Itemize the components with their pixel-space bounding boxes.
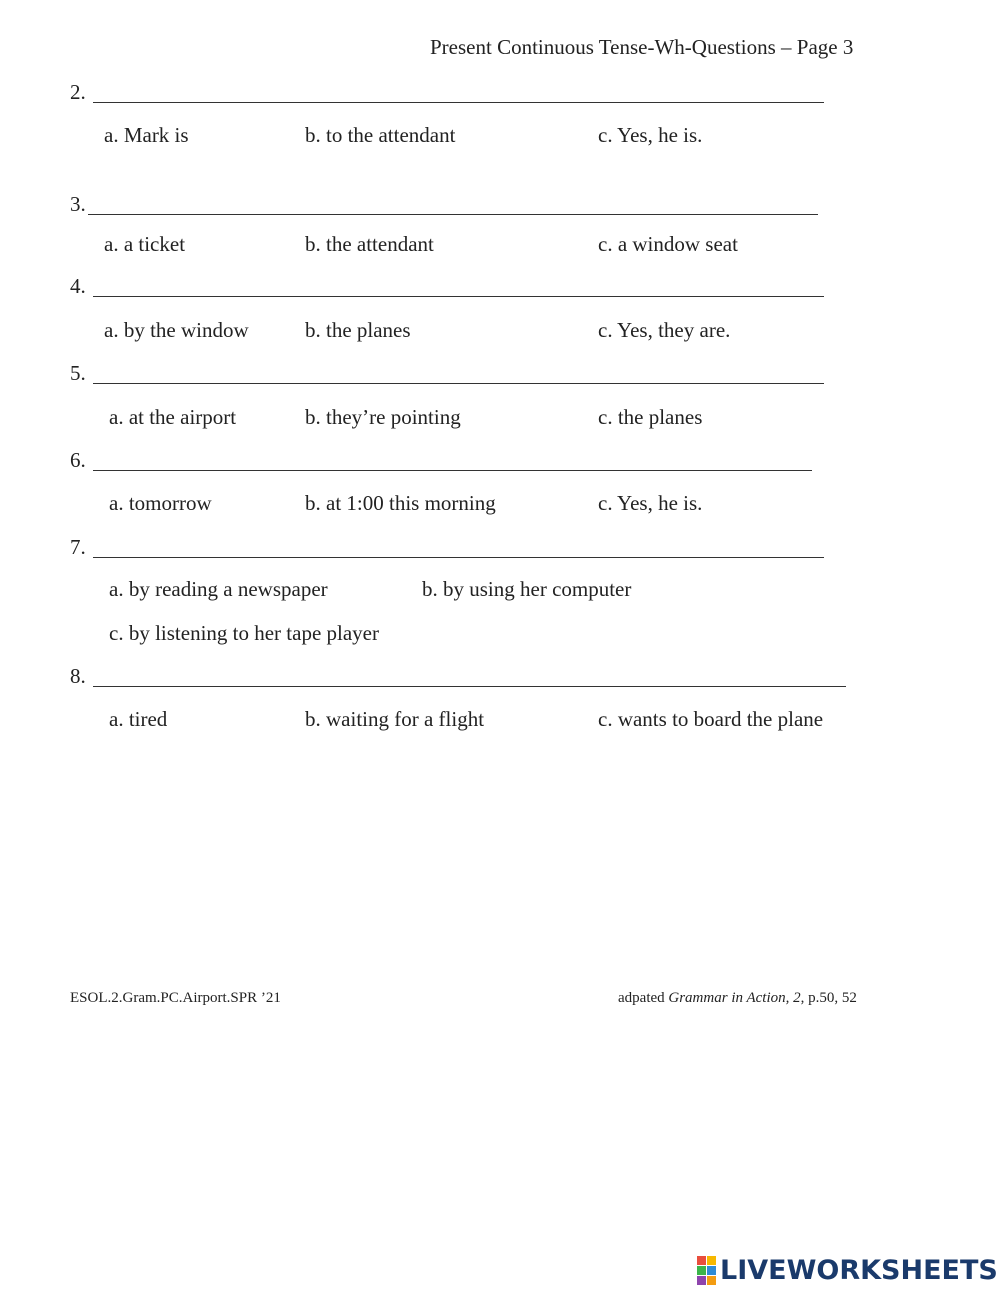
- logo-block: [707, 1276, 716, 1285]
- logo-text: LIVEWORKSHEETS: [720, 1254, 998, 1286]
- citation-title: Grammar in Action, 2: [668, 990, 801, 1006]
- question-number: 7.: [70, 535, 86, 559]
- option-a: a. at the airport: [109, 405, 237, 429]
- option-b: b. the attendant: [305, 232, 434, 256]
- citation-suffix: , p.50, 52: [800, 990, 857, 1006]
- option-c: c. a window seat: [598, 232, 738, 256]
- option-b: b. the planes: [305, 318, 411, 342]
- liveworksheets-logo: [697, 1255, 998, 1285]
- option-a: a. tomorrow: [109, 491, 212, 515]
- option-b: b. at 1:00 this morning: [305, 491, 496, 515]
- option-c: c. Yes, he is.: [598, 491, 703, 515]
- option-b: b. by using her computer: [422, 577, 632, 601]
- question-number: 3.: [70, 192, 86, 216]
- option-c: c. Yes, he is.: [598, 123, 703, 147]
- answer-line[interactable]: [93, 686, 846, 687]
- question-number: 2.: [70, 80, 86, 104]
- answer-line[interactable]: [93, 557, 824, 558]
- answer-line[interactable]: [93, 102, 824, 103]
- option-c: c. by listening to her tape player: [109, 621, 379, 645]
- logo-block: [697, 1276, 706, 1285]
- question-number: 5.: [70, 361, 86, 385]
- logo-block: [697, 1266, 706, 1275]
- option-a: a. tired: [109, 707, 168, 731]
- option-b: b. they’re pointing: [305, 405, 461, 429]
- question-number: 4.: [70, 274, 86, 298]
- logo-block: [707, 1266, 716, 1275]
- citation-prefix: adpated: [618, 990, 669, 1006]
- answer-line[interactable]: [93, 383, 824, 384]
- option-b: b. to the attendant: [305, 123, 456, 147]
- footer-citation: [618, 990, 857, 1007]
- option-c: c. the planes: [598, 405, 703, 429]
- logo-block: [697, 1256, 706, 1265]
- option-c: c. Yes, they are.: [598, 318, 731, 342]
- option-a: a. by the window: [104, 318, 249, 342]
- footer-code: ESOL.2.Gram.PC.Airport.SPR ’21: [70, 990, 281, 1006]
- option-c: c. wants to board the plane: [598, 707, 824, 731]
- option-a: a. Mark is: [104, 123, 189, 147]
- option-a: a. a ticket: [104, 232, 186, 256]
- answer-line[interactable]: [93, 470, 812, 471]
- answer-line[interactable]: [93, 296, 824, 297]
- answer-line[interactable]: [88, 214, 818, 215]
- option-b: b. waiting for a flight: [305, 707, 485, 731]
- question-number: 6.: [70, 448, 86, 472]
- question-number: 8.: [70, 664, 86, 688]
- page-title: Present Continuous Tense-Wh-Questions – Page 3: [430, 35, 854, 59]
- option-a: a. by reading a newspaper: [109, 577, 328, 601]
- logo-icon: [697, 1256, 716, 1285]
- logo-block: [707, 1256, 716, 1265]
